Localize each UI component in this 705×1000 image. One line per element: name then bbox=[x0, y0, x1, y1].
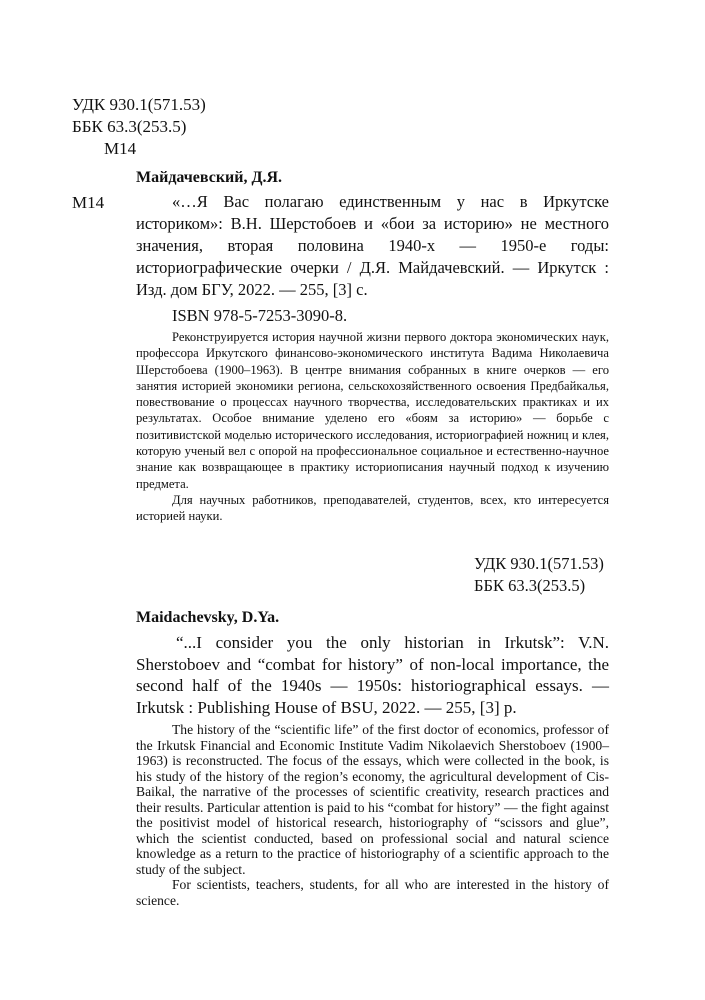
udk-code-right: УДК 930.1(571.53) bbox=[474, 554, 604, 573]
abstract-ru bbox=[136, 329, 609, 525]
audience-ru-text: Для научных работников, преподавателей, студентов, всех, кто интересуется историей науки. bbox=[136, 492, 609, 524]
abstract-ru-text: Реконструируется история научной жизни первого доктора экономических наук, профессора Иркутского финансово-экономического института Вадима Николаевича Шерстобоева (1900–1963). В центре внимания собранных в книге очерков — его занятия историей экономики региона, сельскохозяйственного освоения Предбайкалья, повествование о процессах научного творчества, исследовательских практиках и их результатах. Особое внимание уделено его «боям за историю» — борьбе с позитивистской моделью исторического исследования, историографией ножниц и клея, которую ученый вел с опорой на профессиональное социальное и естественно-научное знание как возвращающее в практику историописания научный подход к изучению предмета. bbox=[136, 330, 609, 491]
description-en bbox=[136, 632, 609, 718]
audience-en-text: For scientists, teachers, students, for all who are interested in the history of science. bbox=[136, 877, 609, 908]
description-ru-text: «…Я Вас полагаю единственным у нас в Иркутске историком»: В.Н. Шерстобоев и «бои за историю» не местного значения, вторая половина 1940-х — 1950-е годы: историографические очерки / Д.Я. Майдачевский. — Иркутск : Изд. дом БГУ, 2022. — 255, [3] с. bbox=[136, 192, 609, 299]
udk-code: УДК 930.1(571.53) bbox=[72, 95, 206, 114]
side-author-mark: М14 bbox=[72, 193, 105, 212]
abstract-en-text: The history of the “scientific life” of the first doctor of economics, professor of the Irkutsk Financial and Economic Institute Vadim Nikolaevich Sherstoboev (1900–1963) is reconstructed. The focus of the essays, which were collected in the book, is his study of the history of the region’s economy, the agricultural development of Cis-Baikal, the narrative of the processes of scientific creativity, research practices and their results. Particular attention is paid to his “combat for history” — the fight against the positivist model of historical research, historiography of “scissors and glue”, which the scientist conducted, based on professional social and natural science knowledge as a return to the practice of historiography of a scientific approach to the study of the subject. bbox=[136, 722, 609, 877]
author-en: Maidachevsky, D.Ya. bbox=[136, 609, 280, 626]
description-ru bbox=[136, 191, 609, 301]
author-mark: М14 bbox=[104, 139, 137, 158]
description-en-text: “...I consider you the only historian in Irkutsk”: V.N. Sherstoboev and “combat for history” of non-local importance, the second half of the 1940s — 1950s: historiographical essays. — Irkutsk : Publishing House of BSU, 2022. — 255, [3] p. bbox=[136, 633, 609, 717]
abstract-en bbox=[136, 722, 609, 908]
isbn: ISBN 978-5-7253-3090-8. bbox=[172, 306, 348, 325]
bbk-code-right: ББК 63.3(253.5) bbox=[474, 576, 586, 595]
author-ru: Майдачевский, Д.Я. bbox=[136, 169, 283, 186]
bbk-code: ББК 63.3(253.5) bbox=[72, 117, 187, 136]
